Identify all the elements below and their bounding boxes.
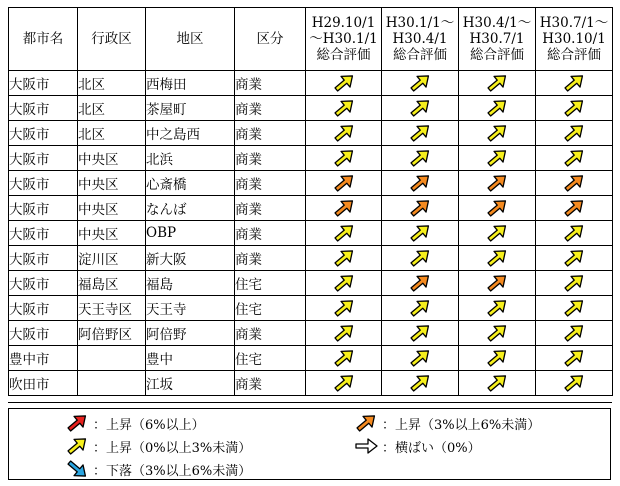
header-period-4 [536,8,613,71]
cell-ward [78,346,146,371]
up-right-arrow-icon [408,248,432,268]
cell-trend-period-1 [306,71,382,96]
cell-trend-period-2 [382,121,459,146]
cell-trend-period-1 [306,271,382,296]
cell-trend-period-3 [459,221,536,246]
up-right-arrow-icon [408,323,432,343]
up-right-arrow-icon [65,436,89,456]
table-row [9,346,613,371]
cell-city: 大阪市 [9,221,78,246]
cell-trend-period-3 [459,146,536,171]
cell-trend-period-3 [459,321,536,346]
cell-trend-period-2 [382,321,459,346]
up-right-arrow-icon [485,173,509,193]
up-right-arrow-icon [485,273,509,293]
cell-trend-period-2 [382,371,459,396]
cell-city: 大阪市 [9,146,78,171]
cell-trend-period-4 [536,321,613,346]
legend-up-mid [354,413,540,433]
up-right-arrow-icon [408,373,432,393]
up-right-arrow-icon [332,273,356,293]
cell-district: 福島 [146,271,235,296]
table-row [9,196,613,221]
cell-trend-period-1 [306,121,382,146]
cell-ward: 中央区 [78,146,146,171]
cell-trend-period-4 [536,146,613,171]
cell-ward: 福島区 [78,271,146,296]
table-row [9,121,613,146]
up-right-arrow-icon [354,413,378,433]
header-period-2 [382,8,459,71]
cell-district: 阿倍野 [146,321,235,346]
up-right-arrow-icon [485,248,509,268]
cell-category: 商業 [235,196,306,221]
cell-trend-period-3 [459,271,536,296]
legend-down-mid [65,459,251,479]
up-right-arrow-icon [408,98,432,118]
legend-up-small [65,436,251,456]
up-right-arrow-icon [65,413,89,433]
cell-district: 江坂 [146,371,235,396]
table-bottom-rule [8,402,612,403]
cell-city: 大阪市 [9,171,78,196]
cell-district: 豊中 [146,346,235,371]
cell-category: 商業 [235,246,306,271]
cell-ward: 中央区 [78,196,146,221]
up-right-arrow-icon [332,198,356,218]
up-right-arrow-icon [562,123,586,143]
cell-city: 大阪市 [9,296,78,321]
cell-trend-period-3 [459,346,536,371]
cell-trend-period-3 [459,71,536,96]
cell-trend-period-1 [306,96,382,121]
cell-ward: 阿倍野区 [78,321,146,346]
cell-city: 吹田市 [9,371,78,396]
up-right-arrow-icon [562,98,586,118]
cell-ward [78,371,146,396]
table-row [9,296,613,321]
cell-trend-period-2 [382,71,459,96]
cell-trend-period-2 [382,346,459,371]
table-row [9,171,613,196]
header-period-4-line-1: H30.7/1～ [539,15,609,31]
up-right-arrow-icon [408,348,432,368]
cell-trend-period-1 [306,196,382,221]
up-right-arrow-icon [408,148,432,168]
table-row [9,371,613,396]
up-right-arrow-icon [562,323,586,343]
up-right-arrow-icon [332,73,356,93]
cell-district: 天王寺 [146,296,235,321]
header-district: 地区 [146,8,235,71]
up-right-arrow-icon [332,348,356,368]
up-right-arrow-icon [332,173,356,193]
cell-trend-period-2 [382,146,459,171]
cell-category: 住宅 [235,271,306,296]
cell-trend-period-2 [382,246,459,271]
up-right-arrow-icon [485,73,509,93]
up-right-arrow-icon [408,298,432,318]
up-right-arrow-icon [562,223,586,243]
header-period-3-line-1: H30.4/1～ [462,15,532,31]
cell-category: 商業 [235,221,306,246]
up-right-arrow-icon [332,323,356,343]
table-row [9,221,613,246]
legend-flat-label: ：横ばい（0%） [382,440,481,456]
cell-ward: 北区 [78,121,146,146]
cell-city: 大阪市 [9,121,78,146]
up-right-arrow-icon [332,123,356,143]
cell-trend-period-1 [306,246,382,271]
table-row [9,271,613,296]
up-right-arrow-icon [562,198,586,218]
cell-trend-period-3 [459,96,536,121]
table-row [9,246,613,271]
table-row [9,96,613,121]
up-right-arrow-icon [485,373,509,393]
up-right-arrow-icon [332,373,356,393]
cell-category: 商業 [235,146,306,171]
cell-trend-period-2 [382,296,459,321]
cell-trend-period-1 [306,296,382,321]
cell-category: 商業 [235,121,306,146]
header-period-1 [306,8,382,71]
up-right-arrow-icon [332,223,356,243]
table-row [9,71,613,96]
legend-up-big [65,413,205,433]
header-period-3-line-2: H30.7/1 [469,31,525,47]
legend-down-mid-label: ：下落（3%以上6%未満） [93,463,252,479]
header-category: 区分 [235,8,306,71]
up-right-arrow-icon [408,173,432,193]
cell-ward: 淀川区 [78,246,146,271]
up-right-arrow-icon [485,98,509,118]
cell-trend-period-4 [536,96,613,121]
header-period-4-line-3: 総合評価 [547,47,601,63]
cell-city: 大阪市 [9,71,78,96]
cell-trend-period-3 [459,371,536,396]
up-right-arrow-icon [332,298,356,318]
cell-trend-period-4 [536,296,613,321]
cell-trend-period-4 [536,196,613,221]
up-right-arrow-icon [562,173,586,193]
header-period-4-line-2: H30.10/1 [542,31,606,47]
cell-ward: 中央区 [78,171,146,196]
cell-trend-period-4 [536,246,613,271]
header-period-1-line-1: H29.10/1 [311,15,376,31]
cell-ward: 中央区 [78,221,146,246]
cell-category: 商業 [235,96,306,121]
cell-trend-period-2 [382,221,459,246]
up-right-arrow-icon [485,198,509,218]
cell-category: 商業 [235,71,306,96]
up-right-arrow-icon [485,223,509,243]
cell-trend-period-4 [536,221,613,246]
cell-ward: 天王寺区 [78,296,146,321]
cell-city: 大阪市 [9,196,78,221]
cell-trend-period-3 [459,171,536,196]
up-right-arrow-icon [408,223,432,243]
table-body [9,71,613,396]
up-right-arrow-icon [562,348,586,368]
up-right-arrow-icon [562,373,586,393]
cell-district: 西梅田 [146,71,235,96]
cell-trend-period-2 [382,96,459,121]
up-right-arrow-icon [562,73,586,93]
up-right-arrow-icon [562,273,586,293]
legend-flat [354,436,481,456]
land-price-table-wrapper [8,7,612,396]
cell-trend-period-4 [536,121,613,146]
cell-category: 商業 [235,371,306,396]
up-right-arrow-icon [332,148,356,168]
up-right-arrow-icon [408,198,432,218]
cell-trend-period-1 [306,146,382,171]
header-period-3 [459,8,536,71]
header-period-1-line-3: 総合評価 [316,47,371,63]
table-row [9,146,613,171]
up-right-arrow-icon [562,148,586,168]
header-period-2-line-3: 総合評価 [393,47,447,63]
up-right-arrow-icon [485,323,509,343]
legend-up-big-label: ：上昇（6%以上） [93,417,205,433]
cell-category: 住宅 [235,296,306,321]
cell-city: 大阪市 [9,321,78,346]
header-period-2-line-1: H30.1/1～ [385,15,455,31]
cell-district: 心斎橋 [146,171,235,196]
up-right-arrow-icon [485,348,509,368]
down-right-arrow-icon [65,459,89,479]
land-price-trend-table [8,7,613,396]
cell-trend-period-3 [459,196,536,221]
cell-city: 大阪市 [9,271,78,296]
up-right-arrow-icon [332,248,356,268]
cell-district: 新大阪 [146,246,235,271]
cell-ward: 北区 [78,71,146,96]
cell-district: なんば [146,196,235,221]
cell-trend-period-3 [459,121,536,146]
up-right-arrow-icon [332,98,356,118]
cell-trend-period-2 [382,171,459,196]
up-right-arrow-icon [485,298,509,318]
legend-up-mid-label: ：上昇（3%以上6%未満） [382,417,541,433]
header-period-3-line-3: 総合評価 [470,47,524,63]
cell-trend-period-1 [306,371,382,396]
up-right-arrow-icon [408,73,432,93]
up-right-arrow-icon [408,123,432,143]
cell-ward: 北区 [78,96,146,121]
cell-trend-period-4 [536,346,613,371]
header-row [9,8,613,71]
cell-trend-period-4 [536,371,613,396]
cell-city: 豊中市 [9,346,78,371]
cell-district: OBP [146,221,235,246]
legend-up-small-label: ：上昇（0%以上3%未満） [93,440,252,456]
right-arrow-icon [354,436,378,456]
cell-trend-period-1 [306,346,382,371]
cell-city: 大阪市 [9,246,78,271]
cell-trend-period-3 [459,246,536,271]
legend-box [8,408,611,480]
cell-trend-period-4 [536,271,613,296]
header-city: 都市名 [9,8,78,71]
cell-trend-period-1 [306,321,382,346]
cell-city: 大阪市 [9,96,78,121]
up-right-arrow-icon [485,148,509,168]
cell-trend-period-4 [536,171,613,196]
header-ward: 行政区 [78,8,146,71]
cell-district: 中之島西 [146,121,235,146]
up-right-arrow-icon [562,298,586,318]
up-right-arrow-icon [485,123,509,143]
table-row [9,321,613,346]
cell-district: 茶屋町 [146,96,235,121]
cell-category: 商業 [235,171,306,196]
header-period-1-line-2: ～H30.1/1 [309,31,378,47]
cell-trend-period-1 [306,171,382,196]
cell-trend-period-2 [382,196,459,221]
cell-trend-period-1 [306,221,382,246]
cell-trend-period-2 [382,271,459,296]
cell-trend-period-3 [459,296,536,321]
cell-district: 北浜 [146,146,235,171]
up-right-arrow-icon [408,273,432,293]
up-right-arrow-icon [562,248,586,268]
cell-trend-period-4 [536,71,613,96]
cell-category: 住宅 [235,346,306,371]
header-period-2-line-2: H30.4/1 [392,31,448,47]
cell-category: 商業 [235,321,306,346]
